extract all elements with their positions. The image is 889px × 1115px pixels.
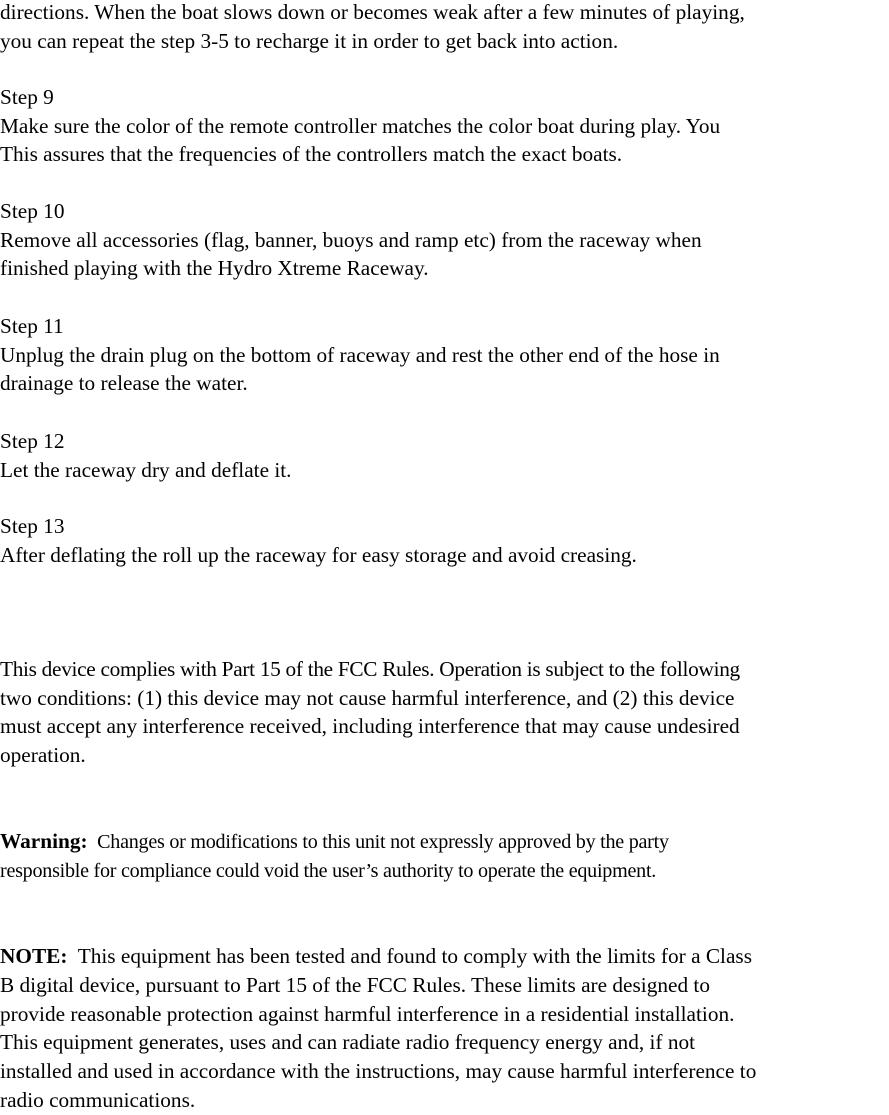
step-heading: Step 10 xyxy=(0,199,65,223)
step-heading: Step 11 xyxy=(0,314,64,338)
step-line: finished playing with the Hydro Xtreme Raceway. xyxy=(0,256,429,281)
step-line: Remove all accessories (flag, banner, buoys and ramp etc) from the raceway when xyxy=(0,227,702,252)
step-line: Make sure the color of the remote controller matches the color boat during play. You xyxy=(0,113,721,138)
step-line: Let the raceway dry and deflate it. xyxy=(0,457,292,482)
note-text: B digital device, pursuant to Part 15 of the FCC Rules. These limits are designed to xyxy=(0,972,710,997)
fcc-line: must accept any interference received, including interference that may cause undesired xyxy=(0,714,740,739)
note-text: This equipment generates, uses and can radiate radio frequency energy and, if not xyxy=(0,1030,696,1055)
step-line: This assures that the frequencies of the controllers match the exact boats. xyxy=(0,142,623,167)
step-line: Unplug the drain plug on the bottom of raceway and rest the other end of the hose in xyxy=(0,342,720,367)
fcc-line: This device complies with Part 15 of the FCC Rules. Operation is subject to the following xyxy=(0,657,740,681)
step-12 xyxy=(0,427,889,484)
fcc-line: operation. xyxy=(0,743,86,768)
warning-paragraph xyxy=(0,827,889,887)
note-label: NOTE: xyxy=(0,944,68,968)
warning-label: Warning: xyxy=(0,829,88,853)
note-text: This equipment has been tested and found to comply with the limits for a Class xyxy=(67,944,753,968)
intro-paragraph xyxy=(0,0,889,55)
step-line: After deflating the roll up the raceway for easy storage and avoid creasing. xyxy=(0,542,637,567)
intro-line: you can repeat the step 3-5 to recharge it in order to get back into action. xyxy=(0,28,619,53)
step-line: drainage to release the water. xyxy=(0,371,248,396)
step-heading: Step 9 xyxy=(0,85,54,109)
intro-line: directions. When the boat slows down or becomes weak after a few minutes of playing, xyxy=(0,0,745,24)
note-text: radio communications. xyxy=(0,1087,196,1112)
fcc-statement xyxy=(0,655,889,770)
step-9 xyxy=(0,83,889,169)
note-text: installed and used in accordance with the instructions, may cause harmful interference to xyxy=(0,1059,757,1084)
fcc-line: two conditions: (1) this device may not cause harmful interference, and (2) this device xyxy=(0,685,735,710)
step-heading: Step 12 xyxy=(0,429,65,453)
warning-text: responsible for compliance could void the user’s authority to operate the equipment. xyxy=(0,860,657,882)
step-heading: Step 13 xyxy=(0,514,65,538)
note-text: provide reasonable protection against harmful interference in a residential installation. xyxy=(0,1001,735,1026)
step-11 xyxy=(0,312,889,398)
step-13 xyxy=(0,512,889,569)
warning-text: Changes or modifications to this unit not expressly approved by the party xyxy=(87,831,669,853)
note-paragraph xyxy=(0,942,889,1115)
step-10 xyxy=(0,197,889,283)
